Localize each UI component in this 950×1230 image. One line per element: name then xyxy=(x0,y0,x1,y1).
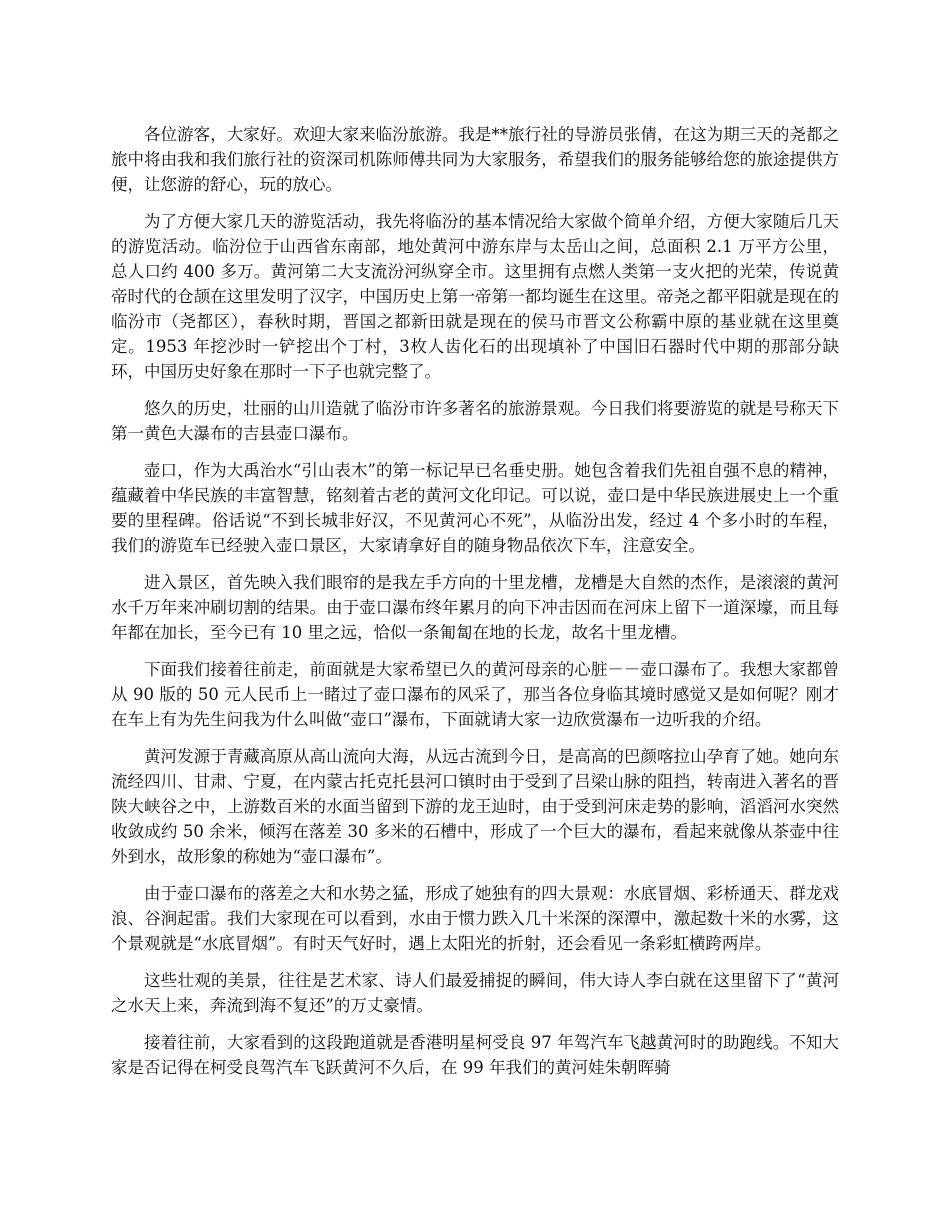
paragraph-waterfall-arrival: 下面我们接着往前走，前面就是大家希望已久的黄河母亲的心脏－－壶口瀑布了。我想大家都曾从 90 版的 50 元人民币上一睹过了壶口瀑布的风采了，那当各位身临其境时感觉又是如何呢？刚才在车上有为先生问我为什么叫做“壶口”瀑布，下面就请大家一边欣赏瀑布一边听我的介绍。 xyxy=(111,660,839,729)
paragraph-four-wonders: 由于壶口瀑布的落差之大和水势之猛，形成了她独有的四大景观：水底冒烟、彩桥通天、群龙戏浪、谷涧起雷。我们大家现在可以看到，水由于惯力跌入几十米深的深潭中，激起数十米的水雾，这个景观就是“水底冒烟”。有时天气好时，遇上太阳光的折射，还会看见一条彩虹横跨两岸。 xyxy=(111,884,839,953)
paragraph-runway: 接着往前，大家看到的这段跑道就是香港明星柯受良 97 年驾汽车飞越黄河时的助跑线。不知大家是否记得在柯受良驾汽车飞跃黄河不久后，在 99 年我们的黄河娃朱朝晖骑 xyxy=(111,1033,839,1077)
paragraph-welcome: 各位游客，大家好。欢迎大家来临汾旅游。我是**旅行社的导游员张倩，在这为期三天的尧都之旅中将由我和我们旅行社的资深司机陈师傅共同为大家服务，希望我们的服务能够给您的旅途提供方便，让您游的舒心，玩的放心。 xyxy=(111,125,839,194)
paragraph-scenic-overview: 悠久的历史，壮丽的山川造就了临汾市许多著名的旅游景观。今日我们将要游览的就是号称天下第一黄色大瀑布的吉县壶口瀑布。 xyxy=(111,399,839,443)
paragraph-linfen-intro: 为了方便大家几天的游览活动，我先将临汾的基本情况给大家做个简单介绍，方便大家随后几天的游览活动。临汾位于山西省东南部，地处黄河中游东岸与太岳山之间，总面积 2.1 万平方公里，总人口约 400 多万。黄河第二大支流汾河纵穿全市。这里拥有点燃人类第一支火把的光荣，传说黄帝时代的仓颉在这里发明了汉字，中国历史上第一帝第一都均诞生在这里。帝尧之都平阳就是现在的临汾市（尧都区），春秋时期，晋国之都新田就是现在的侯马市晋文公称霸中原的基业就在这里奠定。1953 年挖沙时一铲挖出个丁村，3枚人齿化石的出现填补了中国旧石器时代中期的那部分缺环，中国历史好象在那时一下子也就完整了。 xyxy=(111,212,839,381)
paragraph-hukou-history: 壶口，作为大禹治水“引山表木”的第一标记早已名垂史册。她包含着我们先祖自强不息的精神，蕴藏着中华民族的丰富智慧，铭刻着古老的黄河文化印记。可以说，壶口是中华民族进展史上一个重要的里程碑。俗话说“不到长城非好汉，不见黄河心不死”，从临汾出发，经过 4 个多小时的车程，我们的游览车已经驶入壶口景区，大家请拿好自的随身物品依次下车，注意安全。 xyxy=(111,461,839,555)
paragraph-dragon-trough: 进入景区，首先映入我们眼帘的是我左手方向的十里龙槽，龙槽是大自然的杰作，是滚滚的黄河水千万年来冲刷切割的结果。由于壶口瀑布终年累月的向下冲击因而在河床上留下一道深壕，而且每年都在加长，至今已有 10 里之远，恰似一条匍匐在地的长龙，故名十里龙槽。 xyxy=(111,573,839,642)
document-page xyxy=(111,122,839,1092)
paragraph-yellow-river-source: 黄河发源于青藏高原从高山流向大海，从远古流到今日，是高高的巴颜喀拉山孕育了她。她向东流经四川、甘肃、宁夏，在内蒙古托克托县河口镇时由于受到了吕梁山脉的阻挡，转南进入著名的晋陕大峡谷之中，上游数百米的水面当留到下游的龙王辿时，由于受到河床走势的影响，滔滔河水突然收敛成约 50 余米，倾泻在落差 30 多米的石槽中，形成了一个巨大的瀑布，看起来就像从茶壶中往外到水，故形象的称她为“壶口瀑布”。 xyxy=(111,747,839,866)
paragraph-li-bai: 这些壮观的美景，往往是艺术家、诗人们最爱捕捉的瞬间，伟大诗人李白就在这里留下了“黄河之水天上来，奔流到海不复还”的万丈豪情。 xyxy=(111,971,839,1015)
